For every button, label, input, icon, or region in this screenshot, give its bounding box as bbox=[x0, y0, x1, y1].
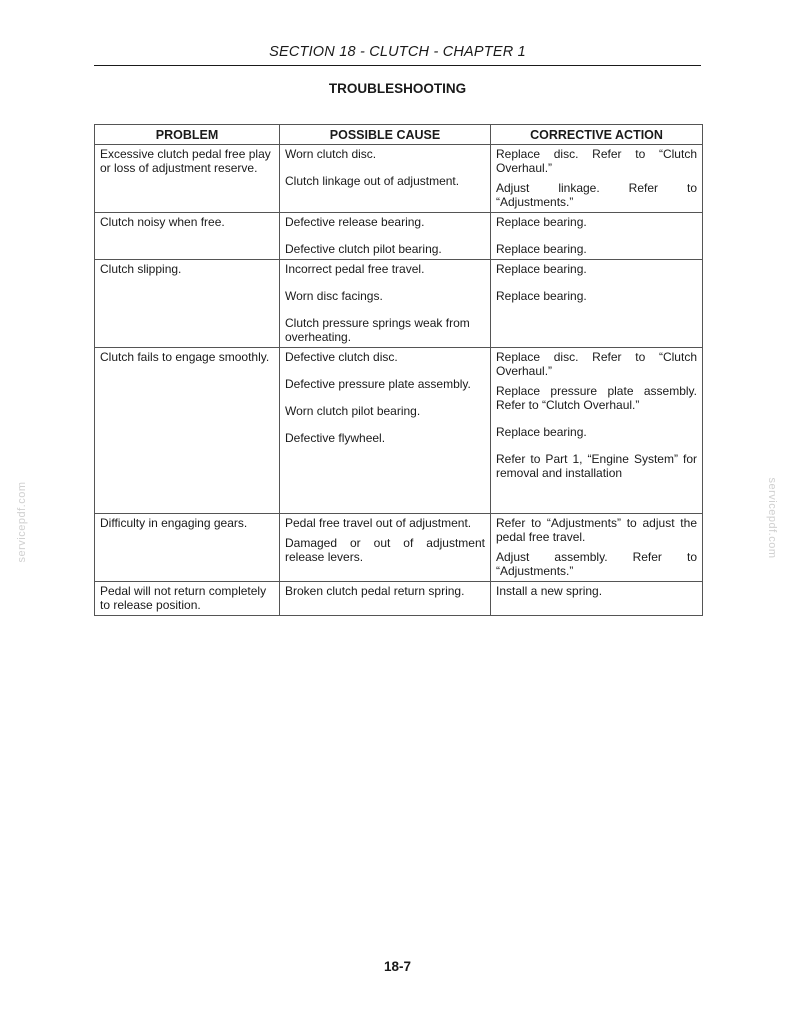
action-text: Replace disc. Refer to “Clutch Overhaul.” bbox=[496, 350, 697, 378]
problem-cell bbox=[95, 260, 280, 348]
cause-text: Incorrect pedal free travel. bbox=[285, 262, 425, 276]
action-text: Replace bearing. bbox=[496, 289, 587, 303]
column-header-action: CORRECTIVE ACTION bbox=[491, 125, 703, 145]
cause-text: Defective flywheel. bbox=[285, 431, 386, 445]
page-title: TROUBLESHOOTING bbox=[328, 81, 467, 96]
table-row bbox=[95, 348, 703, 514]
action-text: Replace bearing. bbox=[496, 425, 587, 439]
cause-cell bbox=[280, 213, 491, 260]
problem-text: Excessive clutch pedal free play or loss of adjustment reserve. bbox=[100, 147, 271, 175]
cause-text: Worn disc facings. bbox=[285, 289, 383, 303]
header-rule bbox=[94, 65, 701, 66]
cause-text: Defective pressure plate assembly. bbox=[285, 377, 471, 391]
cause-text: Worn clutch disc. bbox=[285, 147, 377, 161]
action-text: Refer to “Adjustments” to adjust the pedal free travel. bbox=[496, 516, 697, 544]
problem-cell bbox=[95, 348, 280, 514]
column-header-problem: PROBLEM bbox=[95, 125, 280, 145]
action-text: Install a new spring. bbox=[496, 584, 603, 598]
table-header-row bbox=[95, 125, 703, 145]
problem-text: Clutch noisy when free. bbox=[100, 215, 225, 229]
problem-cell bbox=[95, 514, 280, 582]
action-cell bbox=[491, 260, 703, 348]
cause-text: Defective release bearing. bbox=[285, 215, 425, 229]
table-row bbox=[95, 260, 703, 348]
troubleshooting-table bbox=[94, 124, 703, 616]
watermark-left: servicepdf.com bbox=[16, 481, 28, 563]
section-header: SECTION 18 - CLUTCH - CHAPTER 1 bbox=[269, 44, 526, 60]
action-text: Replace pressure plate assembly. Refer to “Clutch Overhaul.” bbox=[496, 384, 697, 412]
cause-text: Broken clutch pedal return spring. bbox=[285, 584, 465, 598]
table-row bbox=[95, 145, 703, 213]
page-number: 18-7 bbox=[383, 959, 412, 974]
cause-text: Pedal free travel out of adjustment. bbox=[285, 516, 472, 530]
action-text: Replace bearing. bbox=[496, 262, 587, 276]
action-text: Replace bearing. bbox=[496, 242, 587, 256]
table-row bbox=[95, 582, 703, 616]
cause-text: Defective clutch pilot bearing. bbox=[285, 242, 442, 256]
problem-cell bbox=[95, 582, 280, 616]
cause-text: Damaged or out of adjustment release levers. bbox=[285, 536, 485, 564]
cause-cell bbox=[280, 145, 491, 213]
cause-cell bbox=[280, 260, 491, 348]
problem-text: Pedal will not return completely to release position. bbox=[100, 584, 267, 612]
problem-text: Clutch slipping. bbox=[100, 262, 182, 276]
action-text: Replace disc. Refer to “Clutch Overhaul.” bbox=[496, 147, 697, 175]
problem-text: Difficulty in engaging gears. bbox=[100, 516, 248, 530]
action-text: Replace bearing. bbox=[496, 215, 587, 229]
action-cell bbox=[491, 348, 703, 514]
cause-text: Worn clutch pilot bearing. bbox=[285, 404, 421, 418]
action-cell bbox=[491, 514, 703, 582]
action-text: Adjust assembly. Refer to “Adjustments.” bbox=[496, 550, 697, 578]
table-row bbox=[95, 213, 703, 260]
action-cell bbox=[491, 213, 703, 260]
cause-cell bbox=[280, 582, 491, 616]
cause-text: Defective clutch disc. bbox=[285, 350, 398, 364]
problem-text: Clutch fails to engage smoothly. bbox=[100, 350, 270, 364]
cause-text: Clutch pressure springs weak from overheating. bbox=[285, 316, 470, 344]
problem-cell bbox=[95, 213, 280, 260]
watermark-right: servicepdf.com bbox=[766, 477, 778, 559]
problem-cell bbox=[95, 145, 280, 213]
action-cell bbox=[491, 582, 703, 616]
cause-cell bbox=[280, 348, 491, 514]
cause-cell bbox=[280, 514, 491, 582]
column-header-cause: POSSIBLE CAUSE bbox=[280, 125, 491, 145]
action-text: Adjust linkage. Refer to “Adjustments.” bbox=[496, 181, 697, 209]
action-cell bbox=[491, 145, 703, 213]
table-row bbox=[95, 514, 703, 582]
cause-text: Clutch linkage out of adjustment. bbox=[285, 174, 460, 188]
action-text: Refer to Part 1, “Engine System” for removal and installation bbox=[496, 452, 697, 480]
